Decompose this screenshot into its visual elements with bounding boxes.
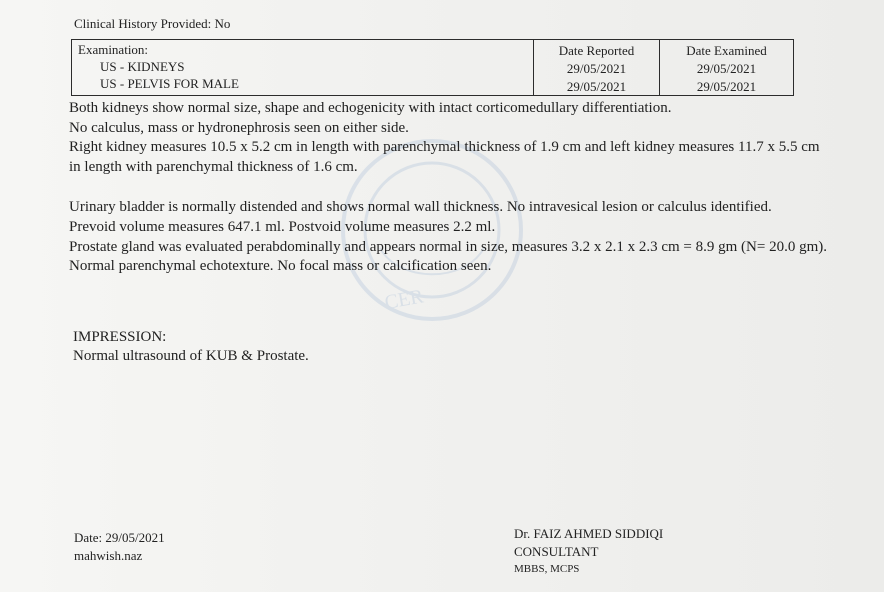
date-reported-cell bbox=[534, 40, 660, 96]
examination-label: Examination: bbox=[78, 42, 149, 57]
paragraph-spacer bbox=[69, 177, 829, 198]
kidney-finding-line: Both kidneys show normal size, shape and echogenicity with intact corticomedullary differentiation. bbox=[69, 100, 672, 116]
volume-finding: Prevoid volume measures 647.1 ml. Postvoid volume measures 2.2 ml. bbox=[69, 218, 496, 235]
examination-table bbox=[71, 39, 794, 96]
doctor-qualifications: MBBS, MCPS bbox=[514, 563, 580, 575]
date-reported-label: Date Reported bbox=[558, 43, 635, 58]
examination-item: US - PELVIS FOR MALE bbox=[100, 76, 239, 91]
bladder-finding: Urinary bladder is normally distended and shows normal wall thickness. No intravesical lesion or calculus identified. bbox=[69, 199, 772, 216]
examination-item: US - KIDNEYS bbox=[100, 59, 185, 74]
date-examined-value: 29/05/2021 bbox=[696, 79, 757, 94]
date-reported-value: 29/05/2021 bbox=[566, 79, 627, 94]
doctor-name: Dr. FAIZ AHMED SIDDIQI bbox=[514, 526, 664, 541]
kidney-measurements: Right kidney measures 10.5 x 5.2 cm in length with parenchymal thickness of 1.9 cm and left kidney measures 11.7 x 5.5 cm in length with parenchymal thickness of 1.6 cm. bbox=[69, 139, 820, 175]
findings-section bbox=[69, 99, 829, 277]
date-reported-value: 29/05/2021 bbox=[566, 61, 627, 76]
kidney-finding-line: No calculus, mass or hydronephrosis seen on either side. bbox=[69, 119, 409, 136]
report-user: mahwish.naz bbox=[74, 548, 143, 563]
impression-text: Normal ultrasound of KUB & Prostate. bbox=[73, 348, 309, 364]
date-examined-value: 29/05/2021 bbox=[696, 61, 757, 76]
examination-cell bbox=[72, 40, 534, 96]
date-examined-label: Date Examined bbox=[686, 43, 767, 58]
doctor-title: CONSULTANT bbox=[514, 544, 599, 559]
clinical-history: Clinical History Provided: No bbox=[74, 16, 231, 31]
prostate-finding: Prostate gland was evaluated perabdominally and appears normal in size, measures 3.2 x 2.1 x 2.3 cm = 8.9 gm (N= 20.0 gm). Normal parenchymal echotexture. No focal mass or calcification seen. bbox=[69, 238, 827, 275]
stamp-text: CER bbox=[383, 285, 426, 314]
report-date: Date: 29/05/2021 bbox=[74, 530, 165, 545]
date-examined-cell bbox=[660, 40, 794, 96]
impression-heading: IMPRESSION: bbox=[73, 329, 167, 345]
